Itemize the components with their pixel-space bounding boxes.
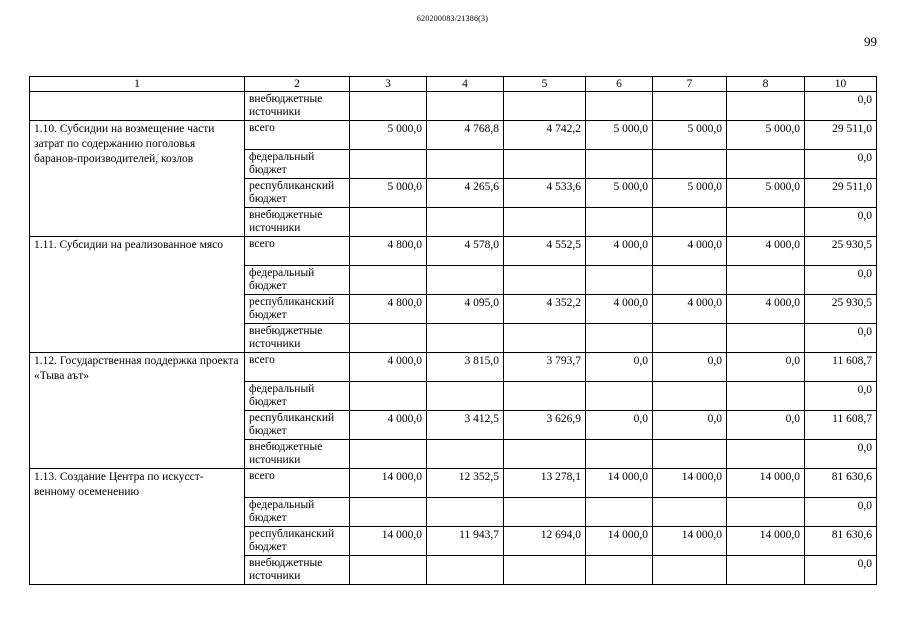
value-cell — [427, 556, 504, 585]
value-cell — [350, 498, 427, 527]
value-cell: 3 793,7 — [504, 353, 586, 382]
value-cell: 14 000,0 — [350, 527, 427, 556]
value-cell — [727, 92, 805, 121]
funding-source-cell: внебюджетные источники — [245, 92, 350, 121]
value-cell — [653, 150, 727, 179]
funding-source-cell: всего — [245, 353, 350, 382]
value-cell: 12 352,5 — [427, 469, 504, 498]
value-cell: 5 000,0 — [653, 179, 727, 208]
value-cell: 5 000,0 — [350, 179, 427, 208]
value-cell — [727, 150, 805, 179]
item-name-cell: 1.10. Субсидии на возмещение части затрат по содержанию поголовья баранов-производителей, козлов — [30, 121, 245, 237]
value-cell — [350, 150, 427, 179]
value-cell: 5 000,0 — [653, 121, 727, 150]
table-row — [30, 353, 877, 382]
value-cell: 4 552,5 — [504, 237, 586, 266]
value-cell: 0,0 — [727, 353, 805, 382]
total-cell: 0,0 — [805, 150, 877, 179]
column-header: 5 — [504, 77, 586, 92]
value-cell — [727, 440, 805, 469]
funding-source-cell: внебюджетные источники — [245, 440, 350, 469]
value-cell — [350, 382, 427, 411]
value-cell — [586, 498, 653, 527]
value-cell — [427, 324, 504, 353]
value-cell — [504, 324, 586, 353]
column-header: 6 — [586, 77, 653, 92]
value-cell: 5 000,0 — [586, 121, 653, 150]
value-cell: 4 578,0 — [427, 237, 504, 266]
value-cell: 14 000,0 — [350, 469, 427, 498]
column-header: 3 — [350, 77, 427, 92]
value-cell: 13 278,1 — [504, 469, 586, 498]
value-cell — [427, 150, 504, 179]
value-cell: 0,0 — [653, 353, 727, 382]
value-cell: 4 000,0 — [727, 237, 805, 266]
column-header: 8 — [727, 77, 805, 92]
value-cell: 4 000,0 — [653, 295, 727, 324]
value-cell: 11 943,7 — [427, 527, 504, 556]
value-cell: 3 626,9 — [504, 411, 586, 440]
value-cell: 4 533,6 — [504, 179, 586, 208]
value-cell: 4 265,6 — [427, 179, 504, 208]
value-cell: 5 000,0 — [727, 121, 805, 150]
value-cell — [504, 266, 586, 295]
total-cell: 0,0 — [805, 266, 877, 295]
column-header: 1 — [30, 77, 245, 92]
value-cell — [350, 266, 427, 295]
table-row — [30, 237, 877, 266]
value-cell — [427, 266, 504, 295]
value-cell — [727, 208, 805, 237]
value-cell — [504, 498, 586, 527]
column-header: 7 — [653, 77, 727, 92]
value-cell: 4 800,0 — [350, 295, 427, 324]
value-cell — [653, 556, 727, 585]
total-cell: 0,0 — [805, 382, 877, 411]
value-cell: 14 000,0 — [653, 527, 727, 556]
value-cell — [727, 382, 805, 411]
value-cell: 4 000,0 — [653, 237, 727, 266]
total-cell: 0,0 — [805, 498, 877, 527]
item-name-cell — [30, 92, 245, 121]
funding-source-cell: внебюджетные источники — [245, 208, 350, 237]
total-cell: 81 630,6 — [805, 469, 877, 498]
continuation-row — [30, 92, 877, 121]
funding-source-cell: внебюджетные источники — [245, 556, 350, 585]
total-cell: 0,0 — [805, 208, 877, 237]
value-cell: 14 000,0 — [727, 527, 805, 556]
funding-source-cell: республиканский бюджет — [245, 179, 350, 208]
value-cell — [586, 92, 653, 121]
value-cell — [727, 498, 805, 527]
funding-source-cell: всего — [245, 469, 350, 498]
table-row — [30, 469, 877, 498]
table-body — [30, 92, 877, 585]
value-cell: 4 000,0 — [727, 295, 805, 324]
column-header: 2 — [245, 77, 350, 92]
page-number: 99 — [864, 34, 877, 49]
value-cell — [653, 382, 727, 411]
value-cell — [653, 498, 727, 527]
value-cell: 5 000,0 — [350, 121, 427, 150]
value-cell — [350, 556, 427, 585]
value-cell — [653, 266, 727, 295]
value-cell — [586, 208, 653, 237]
total-cell: 25 930,5 — [805, 295, 877, 324]
funding-source-cell: республиканский бюджет — [245, 527, 350, 556]
value-cell: 0,0 — [653, 411, 727, 440]
total-cell: 0,0 — [805, 324, 877, 353]
value-cell — [427, 208, 504, 237]
value-cell — [727, 266, 805, 295]
value-cell — [653, 208, 727, 237]
value-cell — [350, 92, 427, 121]
value-cell — [727, 556, 805, 585]
value-cell: 14 000,0 — [727, 469, 805, 498]
table-row — [30, 121, 877, 150]
column-header: 4 — [427, 77, 504, 92]
value-cell: 0,0 — [586, 411, 653, 440]
total-cell: 29 511,0 — [805, 179, 877, 208]
value-cell — [586, 382, 653, 411]
budget-table — [29, 76, 877, 585]
funding-source-cell: федеральный бюджет — [245, 150, 350, 179]
value-cell: 4 095,0 — [427, 295, 504, 324]
value-cell: 4 800,0 — [350, 237, 427, 266]
funding-source-cell: федеральный бюджет — [245, 266, 350, 295]
document-code: 620200083/21386(3) — [416, 14, 489, 23]
value-cell — [586, 440, 653, 469]
funding-source-cell: федеральный бюджет — [245, 382, 350, 411]
total-cell: 0,0 — [805, 556, 877, 585]
total-cell: 25 930,5 — [805, 237, 877, 266]
column-number-row — [30, 77, 877, 92]
total-cell: 0,0 — [805, 440, 877, 469]
value-cell — [727, 324, 805, 353]
value-cell — [427, 92, 504, 121]
value-cell: 4 000,0 — [350, 353, 427, 382]
value-cell: 4 768,8 — [427, 121, 504, 150]
value-cell: 4 742,2 — [504, 121, 586, 150]
value-cell — [350, 208, 427, 237]
total-cell: 0,0 — [805, 92, 877, 121]
column-header: 10 — [805, 77, 877, 92]
value-cell — [504, 208, 586, 237]
value-cell — [427, 440, 504, 469]
value-cell: 5 000,0 — [586, 179, 653, 208]
value-cell: 4 352,2 — [504, 295, 586, 324]
funding-source-cell: всего — [245, 237, 350, 266]
value-cell — [586, 266, 653, 295]
value-cell: 14 000,0 — [586, 527, 653, 556]
value-cell: 14 000,0 — [653, 469, 727, 498]
funding-source-cell: республиканский бюджет — [245, 411, 350, 440]
funding-source-cell: республиканский бюджет — [245, 295, 350, 324]
value-cell — [504, 92, 586, 121]
value-cell: 5 000,0 — [727, 179, 805, 208]
value-cell — [653, 92, 727, 121]
funding-source-cell: всего — [245, 121, 350, 150]
total-cell: 29 511,0 — [805, 121, 877, 150]
value-cell — [504, 150, 586, 179]
total-cell: 11 608,7 — [805, 411, 877, 440]
total-cell: 11 608,7 — [805, 353, 877, 382]
value-cell: 12 694,0 — [504, 527, 586, 556]
value-cell — [350, 324, 427, 353]
value-cell: 4 000,0 — [586, 295, 653, 324]
item-name-cell: 1.13. Создание Центра по искусст-венному осеменению — [30, 469, 245, 585]
value-cell — [586, 150, 653, 179]
value-cell — [653, 324, 727, 353]
value-cell — [504, 556, 586, 585]
value-cell — [350, 440, 427, 469]
funding-source-cell: федеральный бюджет — [245, 498, 350, 527]
value-cell: 3 815,0 — [427, 353, 504, 382]
total-cell: 81 630,6 — [805, 527, 877, 556]
funding-source-cell: внебюджетные источники — [245, 324, 350, 353]
item-name-cell: 1.11. Субсидии на реализованное мясо — [30, 237, 245, 353]
value-cell — [427, 498, 504, 527]
value-cell: 4 000,0 — [350, 411, 427, 440]
value-cell — [586, 556, 653, 585]
value-cell — [427, 382, 504, 411]
value-cell: 0,0 — [586, 353, 653, 382]
value-cell: 3 412,5 — [427, 411, 504, 440]
item-name-cell: 1.12. Государственная поддержка проекта «Тыва аът» — [30, 353, 245, 469]
value-cell — [504, 440, 586, 469]
value-cell — [504, 382, 586, 411]
value-cell — [653, 440, 727, 469]
value-cell — [586, 324, 653, 353]
value-cell: 0,0 — [727, 411, 805, 440]
value-cell: 14 000,0 — [586, 469, 653, 498]
value-cell: 4 000,0 — [586, 237, 653, 266]
